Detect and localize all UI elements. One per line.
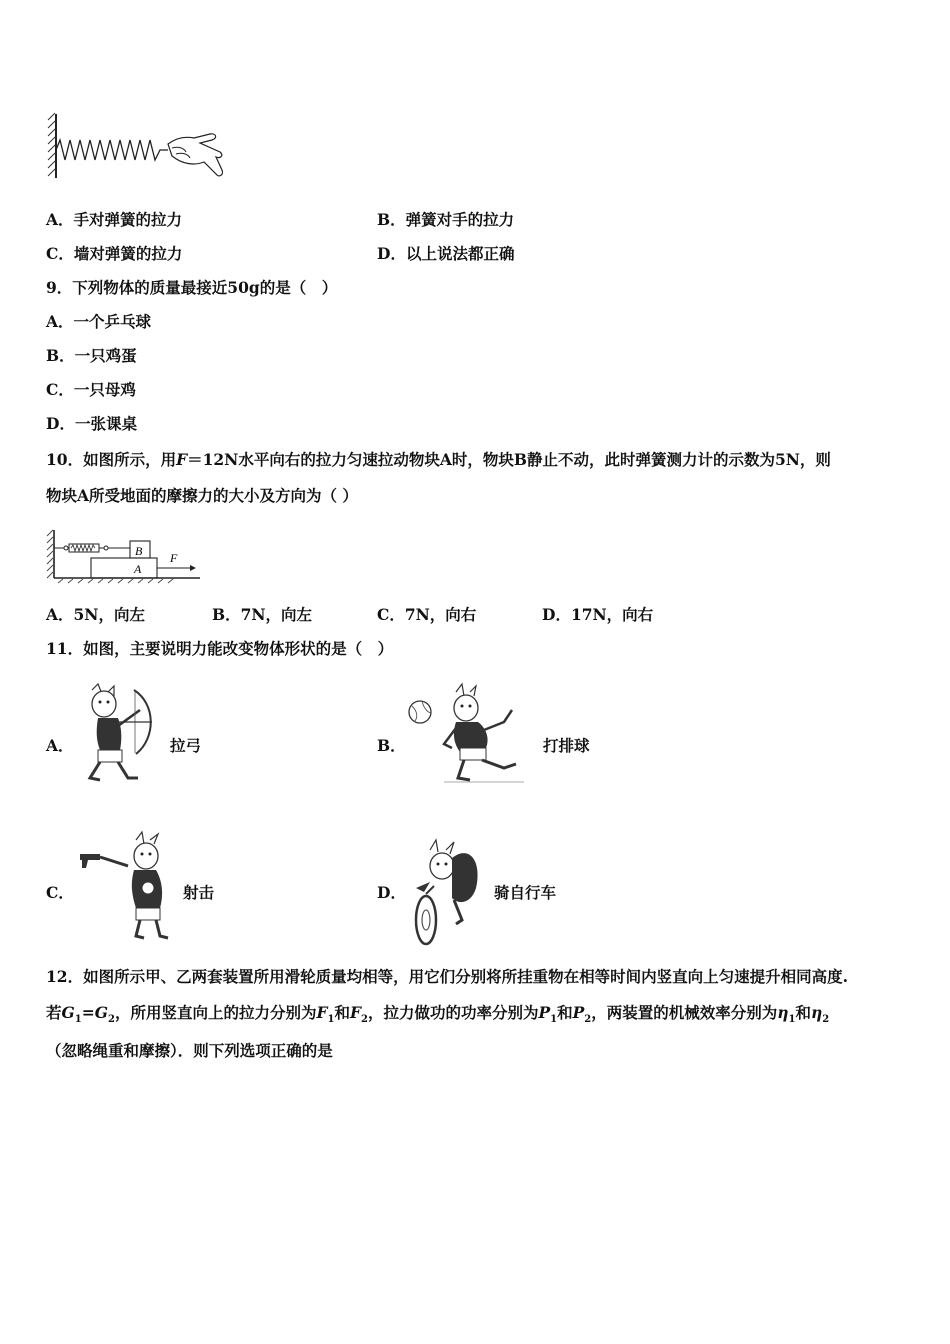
q12-text: ，两装置的机械效率分别为 <box>591 1003 778 1022</box>
q12-line2 <box>46 1002 829 1031</box>
volleyball-goat-icon <box>404 682 536 786</box>
q12-var-eta1: η <box>777 1003 789 1022</box>
q11-caption-b: 打排球 <box>543 736 590 755</box>
q8-option-a[interactable]: A．手对弹簧的拉力 <box>46 210 183 229</box>
q10-option-a[interactable]: A．5N，向左 <box>46 605 145 624</box>
bicycle-goat-icon <box>404 836 486 950</box>
block-spring-figure <box>44 528 202 584</box>
q12-var-eta2: η <box>811 1003 823 1022</box>
q9-option-b[interactable]: B．一只鸡蛋 <box>46 346 137 365</box>
q12-sub: 1 <box>550 1014 558 1026</box>
spring-hand-figure <box>44 108 229 192</box>
q10-stem-part1: 10．如图所示，用 <box>46 450 177 469</box>
q11-option-d[interactable]: D． <box>377 883 406 902</box>
q11-caption-a: 拉弓 <box>170 736 202 755</box>
q11-caption-d: 骑自行车 <box>494 883 557 902</box>
q12-sub: 1 <box>74 1014 82 1026</box>
q12-var-f2: F <box>349 1003 361 1022</box>
q12-sub: 2 <box>822 1014 830 1026</box>
q9-stem: 9．下列物体的质量最接近50g的是（ ） <box>46 278 338 297</box>
q11-option-b[interactable]: B． <box>377 736 406 755</box>
q12-sub: 1 <box>788 1014 796 1026</box>
shooting-goat-icon <box>78 830 178 942</box>
q8-option-c[interactable]: C．墙对弹簧的拉力 <box>46 244 183 263</box>
label-b: B <box>135 544 143 558</box>
q12-text: ，拉力做功的功率分别为 <box>367 1003 539 1022</box>
q12-sub: 1 <box>327 1014 335 1026</box>
q12-sub: 2 <box>107 1014 115 1026</box>
q10-option-c[interactable]: C．7N，向右 <box>377 605 477 624</box>
q12-text: 和 <box>795 1003 812 1022</box>
q12-var-g2: G <box>94 1003 108 1022</box>
q12-sub: 2 <box>584 1014 592 1026</box>
q12-text: 和 <box>334 1003 350 1022</box>
q9-option-a[interactable]: A．一个乒乓球 <box>46 312 152 331</box>
archer-goat-icon <box>78 682 162 786</box>
q8-option-d[interactable]: D．以上说法都正确 <box>377 244 515 263</box>
q10-option-b[interactable]: B．7N，向左 <box>212 605 313 624</box>
q10-stem-part2: ＝12N水平向右的拉力匀速拉动物块A时，物块B静止不动，此时弹簧测力计的示数为5N，则 <box>187 450 831 469</box>
q12-text: = <box>81 1003 95 1022</box>
q12-var-g1: G <box>61 1003 75 1022</box>
q10-stem <box>46 449 831 471</box>
q11-option-a[interactable]: A． <box>46 736 74 755</box>
q12-var-p2: P <box>572 1003 585 1022</box>
q12-line1: 12．如图所示甲、乙两套装置所用滑轮质量均相等，用它们分别将所挂重物在相等时间内竖直向上匀速提升相同高度. <box>46 967 848 986</box>
q12-var-p1: P <box>538 1003 551 1022</box>
q12-text: ，所用竖直向上的拉力分别为 <box>114 1003 317 1022</box>
q11-option-c[interactable]: C． <box>46 883 74 902</box>
q8-option-b[interactable]: B．弹簧对手的拉力 <box>377 210 515 229</box>
q10-option-d[interactable]: D．17N，向右 <box>542 605 654 624</box>
q9-option-d[interactable]: D．一张课桌 <box>46 414 137 433</box>
q9-option-c[interactable]: C．一只母鸡 <box>46 380 136 399</box>
q12-text: 和 <box>557 1003 573 1022</box>
q10-stem-var: F <box>176 450 188 469</box>
label-f: F <box>170 551 178 565</box>
q12-line3: （忽略绳重和摩擦）．则下列选项正确的是 <box>46 1041 333 1060</box>
q12-sub: 2 <box>360 1014 368 1026</box>
q12-text: 若 <box>46 1003 62 1022</box>
q12-var-f1: F <box>316 1003 328 1022</box>
q11-stem: 11．如图，主要说明力能改变物体形状的是（ ） <box>46 639 394 658</box>
q10-stem-line2: 物块A所受地面的摩擦力的大小及方向为（ ） <box>46 486 358 505</box>
q11-caption-c: 射击 <box>183 883 215 902</box>
label-a: A <box>134 562 142 576</box>
